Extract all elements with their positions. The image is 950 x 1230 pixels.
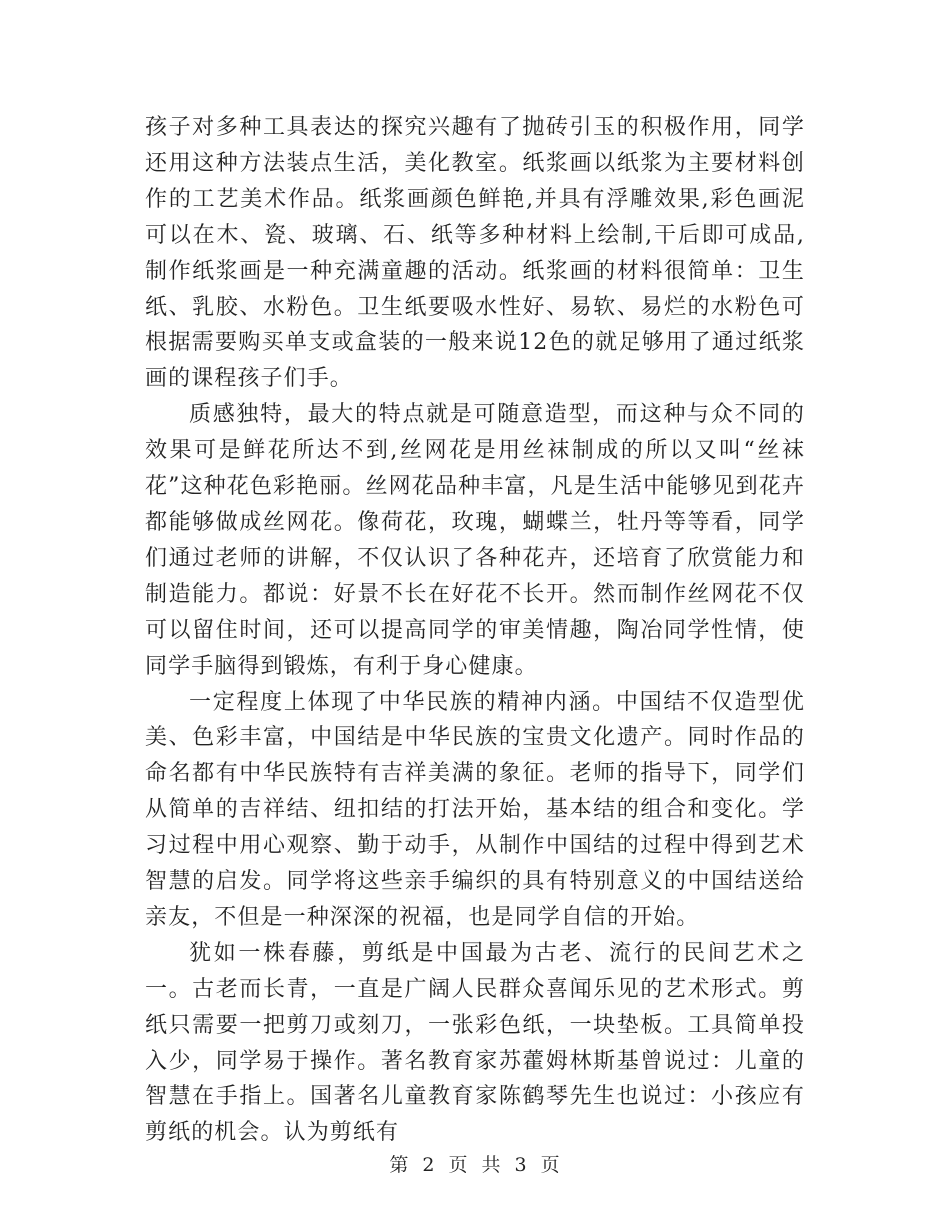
document-body xyxy=(145,110,805,1151)
paragraph-paper-cutting: 犹如一株春藤，剪纸是中国最为古老、流行的民间艺术之一。古老而长青，一直是广阔人民群众喜闻乐见的艺术形式。剪纸只需要一把剪刀或刻刀，一张彩色纸，一块垫板。工具简单投入少，同学易于操作。著名教育家苏藿姆林斯基曾说过：儿童的智慧在手指上。国著名儿童教育家陈鹤琴先生也说过：小孩应有剪纸的机会。认为剪纸有 xyxy=(145,940,805,1146)
paragraph-chinese-knot: 一定程度上体现了中华民族的精神内涵。中国结不仅造型优美、色彩丰富，中国结是中华民族的宝贵文化遗产。同时作品的命名都有中华民族特有吉祥美满的象征。老师的指导下，同学们从简单的吉祥结、纽扣结的打法开始，基本结的组合和变化。学习过程中用心观察、勤于动手，从制作中国结的过程中得到艺术智慧的启发。同学将这些亲手编织的具有特别意义的中国结送给亲友，不但是一种深深的祝福，也是同学自信的开始。 xyxy=(145,689,805,930)
paragraph-silk-flowers: 质感独特，最大的特点就是可随意造型，而这种与众不同的效果可是鲜花所达不到,丝网花是用丝袜制成的所以又叫“丝袜花”这种花色彩艳丽。丝网花品种丰富，凡是生活中能够见到花卉都能够做成丝网花。像荷花，玫瑰，蝴蝶兰，牡丹等等看，同学们通过老师的讲解，不仅认识了各种花卉，还培育了欣赏能力和制造能力。都说：好景不长在好花不长开。然而制作丝网花不仅可以留住时间，还可以提高同学的审美情趣，陶冶同学性情，使同学手脑得到锻炼，有利于身心健康。 xyxy=(145,402,805,679)
page-number-footer: 第 2 页 共 3 页 xyxy=(389,1154,561,1176)
paragraph-paper-pulp-painting: 孩子对多种工具表达的探究兴趣有了抛砖引玉的积极作用，同学还用这种方法装点生活，美化教室。纸浆画以纸浆为主要材料创作的工艺美术作品。纸浆画颜色鲜艳,并具有浮雕效果,彩色画泥可以在木、瓷、玻璃、石、纸等多种材料上绘制,干后即可成品,制作纸浆画是一种充满童趣的活动。纸浆画的材料很简单：卫生纸、乳胶、水粉色。卫生纸要吸水性好、易软、易烂的水粉色可根据需要购买单支或盒装的一般来说12色的就足够用了通过纸浆画的课程孩子们手。 xyxy=(145,115,805,392)
